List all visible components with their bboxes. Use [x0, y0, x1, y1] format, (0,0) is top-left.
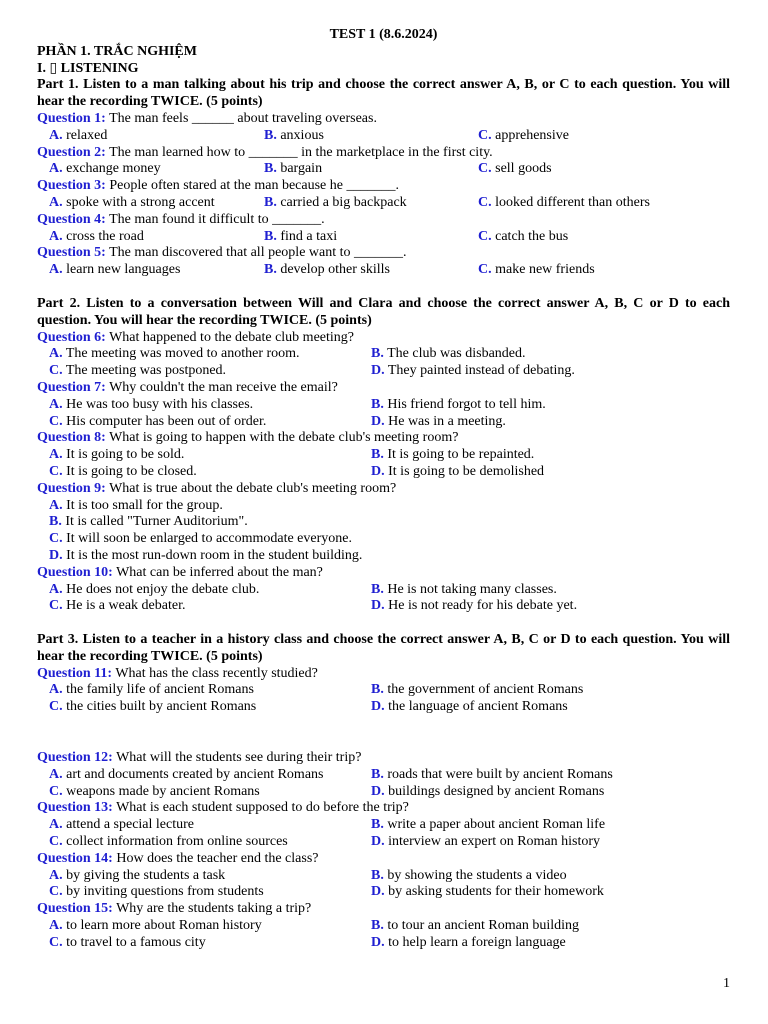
option-text: exchange money — [66, 161, 161, 177]
part3-instruction: Part 3. Listen to a teacher in a history class and choose the correct answer A, B, C or D to each question. You will hear the recording TWICE. (5 points) — [37, 632, 730, 664]
question-text: People often stared at the man because he _______. — [109, 178, 399, 194]
option-text: write a paper about ancient Roman life — [387, 817, 606, 833]
option-d — [371, 414, 506, 431]
test-title: TEST 1 (8.6.2024) — [329, 27, 438, 42]
option-a — [49, 767, 323, 784]
question-text: What has the class recently studied? — [115, 665, 318, 681]
option-text: It is going to be sold. — [66, 447, 185, 463]
option-line — [49, 514, 730, 531]
option-letter: C. — [49, 531, 63, 547]
option-letter: A. — [49, 262, 63, 278]
option-c — [478, 195, 650, 212]
option-letter: D. — [371, 699, 385, 715]
option-letter: B. — [371, 447, 384, 463]
options-row — [37, 161, 730, 178]
option-a — [49, 868, 225, 885]
option-text: the government of ancient Romans — [387, 682, 584, 698]
option-a — [49, 918, 262, 935]
option-letter: B. — [371, 346, 384, 362]
option-c — [49, 884, 264, 901]
options-row — [37, 767, 730, 784]
option-letter: B. — [264, 161, 277, 177]
question-line — [37, 565, 730, 582]
option-c — [49, 784, 260, 801]
option-letter: D. — [371, 363, 385, 379]
question-line — [37, 851, 730, 868]
question-label: Question 2: — [37, 144, 106, 160]
options-row — [37, 784, 730, 801]
question-line — [37, 380, 730, 397]
option-d — [371, 784, 604, 801]
part2-instruction: Part 2. Listen to a conversation between Will and Clara and choose the correct answer A, B, C or D to each question. You will hear the recording TWICE. (5 points) — [37, 295, 730, 328]
option-letter: B. — [371, 817, 384, 833]
option-letter: C. — [478, 127, 492, 143]
option-letter: C. — [49, 413, 63, 429]
option-d — [371, 884, 604, 901]
question-line — [37, 481, 730, 498]
option-text: to travel to a famous city — [66, 934, 206, 950]
question-text: What is true about the debate club's meeting room? — [109, 480, 397, 496]
option-text: sell goods — [495, 161, 552, 177]
option-letter: D. — [49, 547, 63, 563]
option-letter: D. — [371, 413, 385, 429]
option-text: He is a weak debater. — [66, 598, 186, 614]
question-text: Why are the students taking a trip? — [116, 901, 312, 917]
option-b — [371, 447, 534, 464]
options-row — [37, 447, 730, 464]
option-c — [49, 598, 185, 615]
option-letter: D. — [371, 598, 385, 614]
option-letter: A. — [49, 817, 63, 833]
option-text: collect information from online sources — [66, 834, 288, 850]
option-a — [49, 682, 254, 699]
option-text: by giving the students a task — [66, 867, 226, 883]
options-row — [37, 363, 730, 380]
option-a — [49, 447, 184, 464]
option-letter: A. — [49, 396, 63, 412]
options-row — [37, 582, 730, 599]
option-text: by inviting questions from students — [66, 884, 264, 900]
option-a — [49, 397, 253, 414]
option-letter: C. — [49, 699, 63, 715]
option-text: He is not ready for his debate yet. — [388, 598, 578, 614]
option-b — [264, 195, 407, 212]
question-label: Question 15: — [37, 901, 113, 917]
page-number: 1 — [723, 976, 730, 991]
option-letter: B. — [264, 262, 277, 278]
question-label: Question 10: — [37, 564, 113, 580]
option-b — [371, 918, 579, 935]
option-letter: C. — [49, 598, 63, 614]
options-row — [37, 598, 730, 615]
option-letter: B. — [264, 194, 277, 210]
option-text: It is the most run-down room in the student building. — [66, 547, 363, 563]
option-text: weapons made by ancient Romans — [66, 783, 260, 799]
option-letter: C. — [478, 228, 492, 244]
option-text: He was in a meeting. — [388, 413, 506, 429]
option-text: It is going to be closed. — [66, 463, 197, 479]
option-letter: B. — [371, 766, 384, 782]
question-line — [37, 212, 730, 229]
option-text: to learn more about Roman history — [66, 918, 262, 934]
question-label: Question 11: — [37, 665, 113, 681]
option-letter: B. — [371, 396, 384, 412]
option-text: buildings designed by ancient Romans — [388, 783, 605, 799]
option-c — [478, 229, 568, 246]
section-heading: PHẦN 1. TRẮC NGHIỆM — [37, 43, 197, 59]
option-text: the family life of ancient Romans — [66, 682, 254, 698]
option-c — [49, 834, 288, 851]
question-label: Question 14: — [37, 850, 113, 866]
options-row — [37, 817, 730, 834]
option-letter: C. — [49, 934, 63, 950]
option-letter: C. — [49, 884, 63, 900]
option-text: bargain — [280, 161, 323, 177]
part3-questions — [37, 666, 730, 952]
option-text: It is going to be demolished — [388, 463, 545, 479]
part2-questions — [37, 330, 730, 616]
option-d — [49, 548, 362, 563]
option-letter: A. — [49, 228, 63, 244]
option-text: find a taxi — [280, 228, 338, 244]
option-letter: C. — [49, 834, 63, 850]
option-text: The meeting was moved to another room. — [65, 346, 300, 362]
question-label: Question 13: — [37, 800, 113, 816]
option-letter: A. — [49, 161, 63, 177]
option-letter: C. — [478, 262, 492, 278]
options-row — [37, 868, 730, 885]
option-d — [371, 699, 568, 716]
question-line — [37, 901, 730, 918]
option-text: anxious — [280, 127, 324, 143]
options-row — [37, 918, 730, 935]
options-row — [37, 128, 730, 145]
option-b — [371, 346, 526, 363]
option-text: It is too small for the group. — [66, 497, 223, 513]
option-b — [371, 817, 605, 834]
question-text: The man found it difficult to _______. — [109, 211, 325, 227]
option-b — [264, 161, 322, 178]
option-a — [49, 128, 107, 145]
option-a — [49, 498, 223, 513]
option-text: looked different than others — [495, 194, 650, 210]
options-row — [37, 262, 730, 279]
option-text: cross the road — [66, 228, 144, 244]
question-text: Why couldn't the man receive the email? — [109, 379, 338, 395]
option-letter: C. — [478, 194, 492, 210]
options-row — [37, 884, 730, 901]
options-row — [37, 935, 730, 952]
option-c — [478, 161, 552, 178]
option-b — [371, 397, 546, 414]
option-letter: A. — [49, 346, 63, 362]
option-text: They painted instead of debating. — [387, 363, 575, 379]
option-letter: A. — [49, 447, 63, 463]
option-b — [371, 582, 557, 599]
option-b — [264, 262, 390, 279]
question-text: The man feels ______ about traveling overseas. — [109, 110, 377, 126]
option-text: apprehensive — [495, 127, 569, 143]
option-line — [49, 498, 730, 515]
question-text: What happened to the debate club meeting? — [109, 329, 354, 345]
option-text: He does not enjoy the debate club. — [66, 581, 260, 597]
option-letter: A. — [49, 127, 63, 143]
question-text: How does the teacher end the class? — [116, 850, 319, 866]
options-list — [37, 498, 730, 565]
option-text: carried a big backpack — [280, 194, 407, 210]
option-letter: C. — [478, 161, 492, 177]
options-row — [37, 682, 730, 699]
question-line — [37, 666, 730, 683]
option-text: His computer has been out of order. — [66, 413, 267, 429]
option-text: art and documents created by ancient Romans — [66, 766, 324, 782]
option-a — [49, 346, 300, 363]
question-text: The man discovered that all people want to _______. — [109, 245, 407, 261]
option-b — [371, 682, 583, 699]
option-text: The meeting was postponed. — [65, 363, 227, 379]
option-text: It is going to be repainted. — [387, 447, 535, 463]
option-c — [49, 531, 352, 546]
option-letter: C. — [49, 783, 63, 799]
options-row — [37, 834, 730, 851]
option-b — [371, 767, 613, 784]
options-row — [37, 229, 730, 246]
options-row — [37, 699, 730, 716]
option-text: The club was disbanded. — [387, 346, 526, 362]
option-b — [264, 128, 324, 145]
option-line — [49, 531, 730, 548]
question-line — [37, 800, 730, 817]
option-c — [49, 935, 206, 952]
option-c — [49, 464, 197, 481]
option-letter: C. — [49, 463, 63, 479]
option-d — [371, 363, 575, 380]
option-text: He was too busy with his classes. — [66, 396, 254, 412]
option-text: roads that were built by ancient Romans — [387, 766, 613, 782]
option-letter: D. — [371, 884, 385, 900]
option-text: to help learn a foreign language — [388, 934, 566, 950]
question-line — [37, 430, 730, 447]
option-letter: A. — [49, 194, 63, 210]
option-letter: A. — [49, 497, 63, 513]
question-label: Question 6: — [37, 329, 106, 345]
question-label: Question 7: — [37, 379, 106, 395]
option-text: relaxed — [66, 127, 108, 143]
option-b — [371, 868, 567, 885]
option-text: by asking students for their homework — [388, 884, 604, 900]
option-a — [49, 195, 215, 212]
document-content — [37, 27, 730, 952]
option-d — [371, 464, 544, 481]
option-text: It will soon be enlarged to accommodate everyone. — [66, 531, 352, 547]
option-letter: B. — [264, 228, 277, 244]
option-letter: B. — [371, 581, 384, 597]
option-letter: B. — [371, 682, 384, 698]
option-a — [49, 817, 194, 834]
question-line — [37, 330, 730, 347]
option-a — [49, 582, 259, 599]
option-letter: A. — [49, 918, 63, 934]
option-letter: D. — [371, 934, 385, 950]
question-text: What is going to happen with the debate club's meeting room? — [109, 430, 459, 446]
option-text: It is called "Turner Auditorium". — [65, 514, 248, 530]
option-letter: A. — [49, 867, 63, 883]
option-text: learn new languages — [66, 262, 181, 278]
question-label: Question 9: — [37, 480, 106, 496]
option-c — [49, 414, 266, 431]
part1-questions — [37, 111, 730, 279]
question-line — [37, 145, 730, 162]
option-line — [49, 548, 730, 565]
option-letter: A. — [49, 682, 63, 698]
option-letter: C. — [49, 363, 63, 379]
options-row — [37, 464, 730, 481]
option-text: make new friends — [495, 262, 595, 278]
option-text: interview an expert on Roman history — [388, 834, 601, 850]
options-row — [37, 414, 730, 431]
question-text: What is each student supposed to do before the trip? — [116, 800, 409, 816]
question-label: Question 5: — [37, 245, 106, 261]
option-letter: D. — [371, 834, 385, 850]
options-row — [37, 346, 730, 363]
option-letter: B. — [264, 127, 277, 143]
part1-instruction: Part 1. Listen to a man talking about his trip and choose the correct answer A, B, or C to each question. You will hear the recording TWICE. (5 points) — [37, 77, 730, 110]
question-text: What can be inferred about the man? — [116, 564, 323, 580]
option-d — [371, 935, 566, 952]
question-label: Question 3: — [37, 178, 106, 194]
option-c — [478, 262, 595, 279]
option-b — [49, 514, 248, 529]
subsection-heading: I. ▯ LISTENING — [37, 60, 139, 76]
option-text: attend a special lecture — [66, 817, 194, 833]
question-text: The man learned how to _______ in the marketplace in the first city. — [109, 144, 493, 160]
options-row — [37, 397, 730, 414]
option-a — [49, 229, 144, 246]
option-text: spoke with a strong accent — [66, 194, 215, 210]
option-text: the cities built by ancient Romans — [66, 699, 257, 715]
option-a — [49, 161, 161, 178]
option-c — [478, 128, 569, 145]
question-line — [37, 245, 730, 262]
option-letter: B. — [49, 514, 62, 530]
question-text: What will the students see during their trip? — [116, 750, 362, 766]
option-d — [371, 598, 577, 615]
option-c — [49, 699, 256, 716]
option-text: catch the bus — [495, 228, 569, 244]
question-line — [37, 178, 730, 195]
question-label: Question 8: — [37, 430, 106, 446]
option-a — [49, 262, 180, 279]
option-b — [264, 229, 337, 246]
option-text: to tour an ancient Roman building — [387, 918, 580, 934]
option-d — [371, 834, 600, 851]
question-label: Question 1: — [37, 110, 106, 126]
option-text: the language of ancient Romans — [388, 699, 568, 715]
option-text: He is not taking many classes. — [387, 581, 557, 597]
options-row — [37, 195, 730, 212]
question-label: Question 4: — [37, 211, 106, 227]
question-label: Question 12: — [37, 750, 113, 766]
question-line — [37, 750, 730, 767]
option-text: develop other skills — [280, 262, 390, 278]
option-text: His friend forgot to tell him. — [387, 396, 546, 412]
option-letter: B. — [371, 918, 384, 934]
option-letter: A. — [49, 581, 63, 597]
option-letter: D. — [371, 783, 385, 799]
option-letter: A. — [49, 766, 63, 782]
option-c — [49, 363, 226, 380]
option-text: by showing the students a video — [387, 867, 567, 883]
option-letter: B. — [371, 867, 384, 883]
option-letter: D. — [371, 463, 385, 479]
question-line — [37, 111, 730, 128]
